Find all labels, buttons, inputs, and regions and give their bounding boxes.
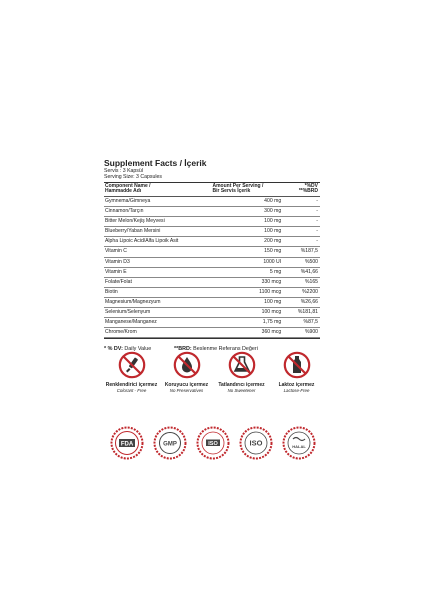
badge-lactose-free [269, 351, 324, 393]
iso-seal-icon [196, 426, 230, 460]
supplement-facts-panel [104, 158, 320, 352]
certification-seals [110, 426, 316, 460]
badge-colorant-free [104, 351, 159, 393]
footnote-dv-value: Daily Value [122, 346, 152, 353]
row-name: Vitamin E [105, 268, 127, 275]
row-name: Gymnema/Gimneya [105, 198, 151, 204]
table-row [104, 318, 320, 328]
header-component-line2: Hammadde Adı [105, 188, 142, 195]
row-name: Blueberry/Yaban Mersini [105, 228, 161, 235]
gmp-seal-text: GMP [163, 441, 177, 448]
table-row [104, 258, 320, 268]
halal-seal-icon [282, 426, 316, 460]
header-component [104, 184, 213, 195]
table-row [104, 268, 320, 278]
header-dv-line1: *%DV [304, 182, 318, 189]
row-dv: %181,81 [297, 309, 318, 316]
row-amount: 330 mcg [261, 278, 282, 285]
badge-label-en: Colorant - Free [116, 388, 147, 393]
table-row [104, 328, 320, 338]
table-row [104, 247, 320, 257]
row-name: Chrome/Krom [105, 329, 137, 336]
row-amount: 1000 UI [263, 258, 282, 265]
badge-label-en: Lactose-Free [283, 388, 310, 393]
row-name: Folate/Folat [105, 278, 132, 285]
fda-seal-icon [110, 426, 144, 460]
row-dv: - [316, 208, 318, 215]
footnote-brd-value: Beslenme Referans Değeri [191, 346, 258, 353]
row-amount: 1,75 mg [262, 319, 282, 326]
footnote-dv-key: * % DV: [104, 346, 123, 353]
table-row [104, 278, 320, 288]
row-name: Manganese/Manganez [105, 319, 157, 326]
row-dv: - [316, 228, 318, 235]
header-dv-line2: **%BRD [298, 188, 318, 195]
row-name: Alpha Lipoic Acid/Alfa Lipoik Asit [105, 238, 179, 245]
row-name: Cinnamon/Tarçın [105, 208, 144, 215]
row-dv: %26,66 [300, 298, 318, 305]
badge-label-en: No Sweetener [227, 388, 256, 393]
badge-no-preservatives [159, 351, 214, 393]
badge-no-sweetener [214, 351, 269, 393]
free-from-badges [104, 351, 324, 393]
gmp-seal-icon [153, 426, 187, 460]
badge-label-tr: Koruyucu içermez [164, 382, 209, 388]
row-name: Vitamin C [105, 248, 127, 255]
table-row [104, 298, 320, 308]
table-header [104, 183, 320, 197]
fda-seal-text: FDA [120, 441, 134, 448]
table-row [104, 207, 320, 217]
row-name: Magnesium/Magnezyum [105, 298, 161, 305]
panel-title: Supplement Facts / İçerik [104, 158, 207, 168]
iso-22000-seal-icon [239, 426, 273, 460]
row-amount: 360 mcg [261, 329, 282, 336]
footnote-brd-key: **BRD: [174, 346, 192, 353]
halal-seal-text: HALAL [292, 444, 306, 449]
header-amount-line2: Bir Servis İçerik [212, 188, 251, 195]
table-row [104, 197, 320, 207]
table-row [104, 237, 320, 247]
row-dv: - [316, 218, 318, 225]
badge-label-tr: Tatlandırıcı içermez [218, 382, 265, 388]
row-amount: 100 mcg [261, 309, 282, 316]
no-colorant-icon [118, 351, 146, 379]
row-amount: 5 mg [269, 268, 282, 275]
table-row [104, 217, 320, 227]
row-name: Selenium/Selenyum [105, 309, 151, 316]
row-dv: %165 [304, 278, 318, 285]
header-amount-line1: Amount Per Serving / [212, 182, 264, 189]
row-amount: 100 mg [264, 228, 282, 235]
table-row [104, 308, 320, 318]
badge-label-en: No Preservatives [169, 388, 204, 393]
row-name: Bitter Melon/Kejiş Meyvesi [105, 218, 165, 225]
row-amount: 100 mg [264, 298, 282, 305]
row-amount: 400 mg [264, 198, 282, 204]
badge-label-tr: Laktoz içermez [278, 382, 315, 388]
serving-size-line: Serving Size: 3 Capsules [104, 174, 162, 181]
no-lactose-icon [283, 351, 311, 379]
row-amount: 100 mg [264, 218, 282, 225]
row-dv: %2200 [302, 288, 318, 295]
divider [104, 338, 320, 339]
no-preservative-icon [173, 351, 201, 379]
row-dv: %87,5 [303, 319, 318, 326]
row-dv: %900 [304, 329, 318, 336]
table-row [104, 227, 320, 237]
row-amount: 300 mg [264, 208, 282, 215]
row-amount: 200 mg [264, 238, 282, 245]
row-name: Biotin [105, 288, 118, 295]
row-amount: 1100 mcg [259, 288, 282, 295]
header-component-line1: Component Name / [105, 182, 151, 189]
header-amount [213, 184, 287, 195]
header-dv [286, 184, 320, 195]
row-dv: %41,66 [300, 268, 318, 275]
iso-22000-seal-text: ISO [249, 438, 263, 448]
row-dv: %500 [304, 258, 318, 265]
row-dv: %187,5 [300, 248, 318, 255]
badge-label-tr: Renklendirici içermez [105, 382, 158, 388]
row-amount: 150 mg [264, 248, 282, 255]
row-dv: - [316, 198, 318, 204]
servis-line: Servis : 3 Kapsül [104, 168, 143, 174]
table-body [104, 197, 320, 338]
iso-seal-text: ISO [208, 441, 218, 447]
row-name: Vitamin D3 [105, 258, 130, 265]
row-dv: - [316, 238, 318, 245]
no-sweetener-icon [228, 351, 256, 379]
table-row [104, 288, 320, 298]
